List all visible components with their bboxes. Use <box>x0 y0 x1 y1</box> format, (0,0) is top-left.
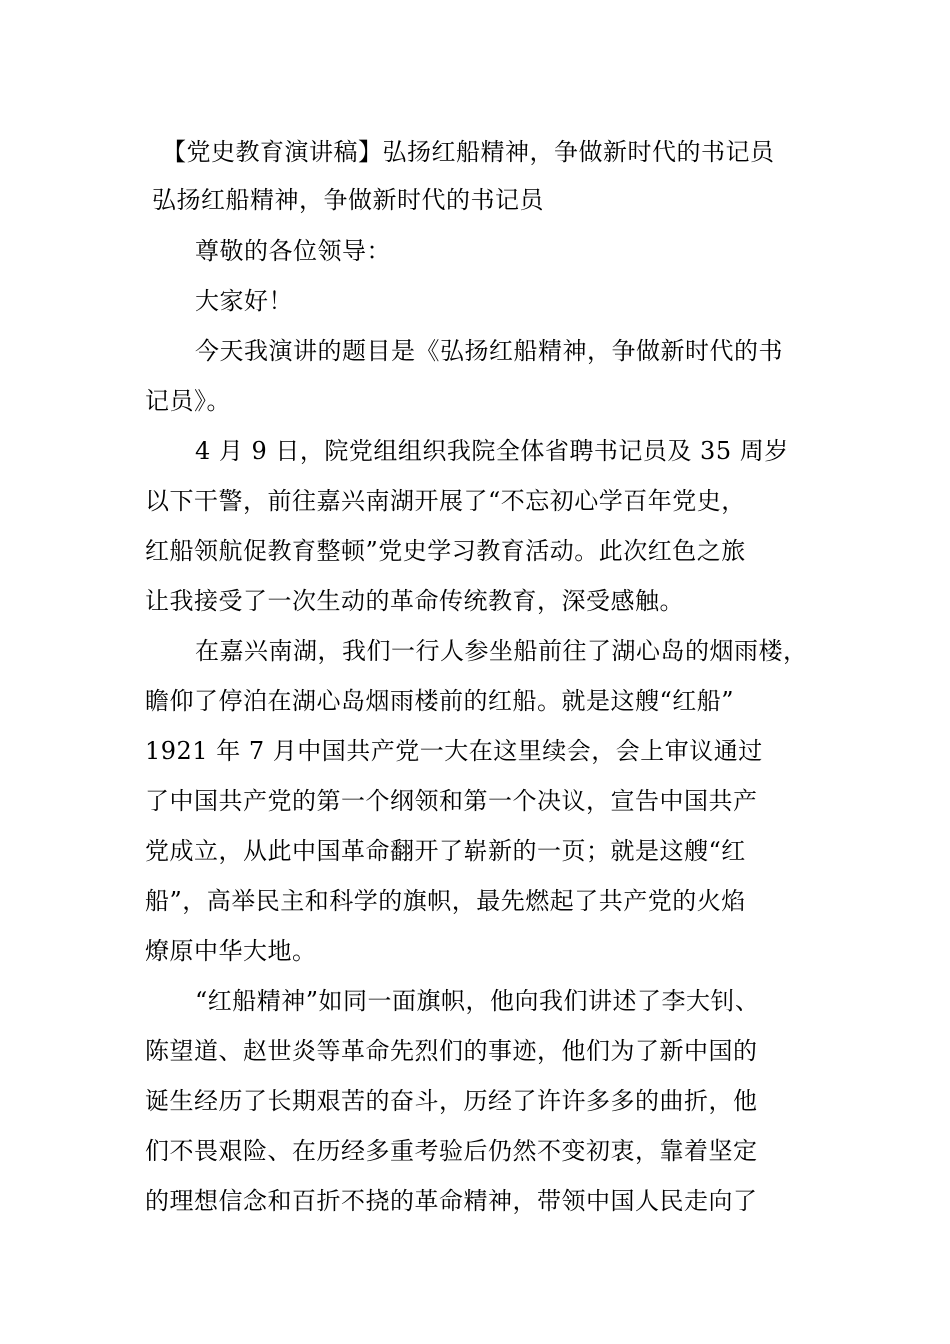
paragraph-2-line-4: 让我接受了一次生动的革命传统教育，深受感触。 <box>145 587 684 615</box>
paragraph-4-line-5: 的理想信念和百折不挠的革命精神，带领中国人民走向了 <box>145 1187 758 1215</box>
paragraph-3-line-2: 瞻仰了停泊在湖心岛烟雨楼前的红船。就是这艘“红船” <box>145 687 735 715</box>
paragraph-2-line-3: 红船领航促教育整顿”党史学习教育活动。此次红色之旅 <box>145 537 746 565</box>
greeting: 尊敬的各位领导： <box>195 237 391 265</box>
paragraph-1-line-2: 记员》。 <box>145 387 231 415</box>
paragraph-4-line-2: 陈望道、赵世炎等革命先烈们的事迹，他们为了新中国的 <box>145 1037 758 1065</box>
paragraph-3-line-4: 了中国共产党的第一个纲领和第一个决议，宣告中国共产 <box>145 787 758 815</box>
paragraph-3-line-1: 在嘉兴南湖，我们一行人参坐船前往了湖心岛的烟雨楼， <box>195 637 808 665</box>
paragraph-4-line-3: 诞生经历了长期艰苦的奋斗，历经了许许多多的曲折，他 <box>145 1087 758 1115</box>
paragraph-2-line-2: 以下干警，前往嘉兴南湖开展了“不忘初心学百年党史， <box>145 487 746 515</box>
paragraph-3-line-5: 党成立，从此中国革命翻开了崭新的一页；就是这艘“红 <box>145 837 746 865</box>
paragraph-3-line-3: 1921 年 7 月中国共产党一大在这里续会，会上审议通过 <box>145 737 763 765</box>
paragraph-3-line-7: 燎原中华大地。 <box>145 937 317 965</box>
document-title: 【党史教育演讲稿】弘扬红船精神，争做新时代的书记员 <box>162 138 775 166</box>
hello-line: 大家好！ <box>195 287 293 315</box>
speech-title: 弘扬红船精神，争做新时代的书记员 <box>152 186 544 214</box>
paragraph-1-line-1: 今天我演讲的题目是《弘扬红船精神，争做新时代的书 <box>195 337 783 365</box>
paragraph-4-line-4: 们不畏艰险、在历经多重考验后仍然不变初衷，靠着坚定 <box>145 1137 758 1165</box>
paragraph-3-line-6: 船”，高举民主和科学的旗帜，最先燃起了共产党的火焰 <box>145 887 746 915</box>
paragraph-4-line-1: “红船精神”如同一面旗帜，他向我们讲述了李大钊、 <box>195 987 760 1015</box>
paragraph-2-line-1: 4 月 9 日，院党组组织我院全体省聘书记员及 35 周岁 <box>195 437 789 465</box>
